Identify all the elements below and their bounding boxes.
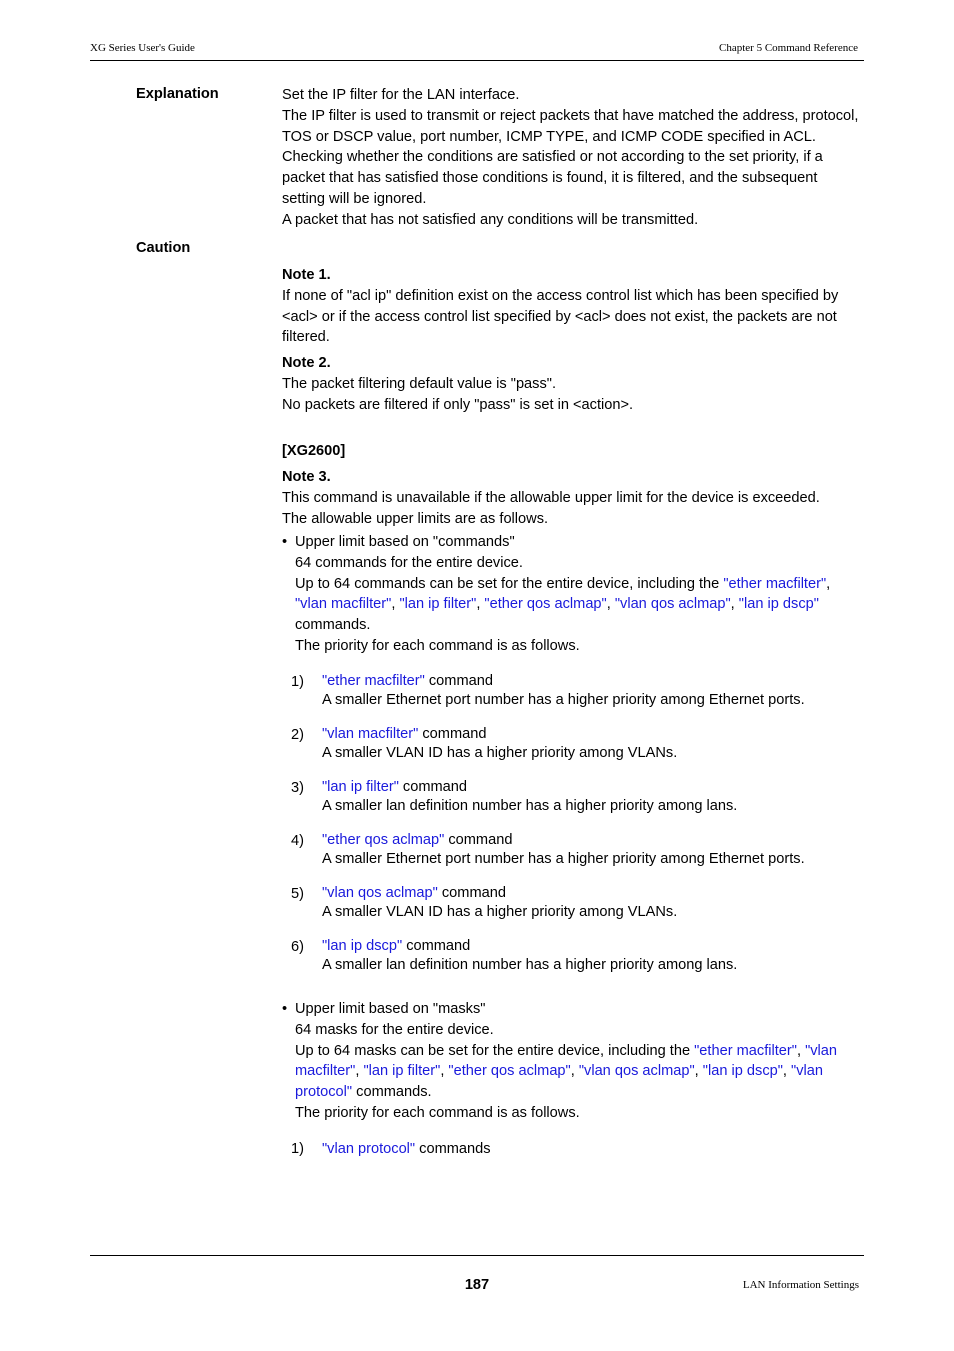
note2-title: Note 2. (282, 355, 331, 371)
note1-line: If none of "acl ip" definition exist on the access control list which has been specified by (282, 287, 839, 304)
separator: , (391, 596, 400, 613)
item-desc: A smaller VLAN ID has a higher priority among VLANs. (322, 745, 678, 761)
link-vlan-qos-aclmap[interactable]: "vlan qos aclmap" (578, 1063, 695, 1080)
link-vlan-macfilter[interactable]: "vlan macfilter" (322, 726, 419, 742)
link-vlan-macfilter[interactable]: macfilter" (295, 1063, 356, 1080)
separator: , (606, 596, 615, 613)
separator: , (782, 1063, 792, 1080)
item-number: 1) (291, 674, 304, 690)
link-vlan-protocol[interactable]: "vlan protocol" (322, 1141, 416, 1157)
item-number: 6) (291, 939, 304, 955)
masks-limit-line: 64 masks for the entire device. (295, 1021, 494, 1038)
commands-limit-line: commands. (295, 617, 371, 634)
text: Up to 64 masks can be set for the entire device, including the (295, 1042, 695, 1059)
note2-line: The packet filtering default value is "pass". (282, 375, 557, 392)
item-number: 3) (291, 780, 304, 796)
link-ether-macfilter[interactable]: "ether macfilter" (694, 1042, 797, 1059)
footer-rule (90, 1255, 864, 1256)
priority-item (322, 1139, 491, 1160)
priority-item (322, 884, 677, 922)
priority-item (322, 831, 805, 869)
link-ether-qos-aclmap[interactable]: "ether qos aclmap" (322, 832, 445, 848)
item-suffix: command (398, 779, 468, 795)
note1-title: Note 1. (282, 267, 331, 283)
link-lan-ip-filter[interactable]: "lan ip filter" (363, 1063, 441, 1080)
item-suffix: commands (415, 1141, 491, 1157)
link-lan-ip-dscp[interactable]: "lan ip dscp" (702, 1063, 783, 1080)
text: , (826, 575, 831, 592)
item-desc: A smaller VLAN ID has a higher priority among VLANs. (322, 904, 678, 920)
note3-line: The allowable upper limits are as follows. (282, 510, 549, 527)
link-ether-macfilter[interactable]: "ether macfilter" (322, 673, 425, 689)
note1 (282, 265, 864, 348)
footer-section-title: LAN Information Settings (742, 1279, 859, 1291)
priority-item (322, 725, 677, 763)
priority-item (322, 778, 737, 816)
explanation-text (282, 85, 864, 231)
masks-limit-line: The priority for each command is as follows. (295, 1104, 580, 1121)
link-lan-ip-filter[interactable]: "lan ip filter" (399, 596, 477, 613)
link-vlan-macfilter[interactable]: "vlan (805, 1042, 838, 1059)
link-vlan-protocol[interactable]: protocol" (295, 1084, 353, 1101)
explanation-label: Explanation (136, 86, 219, 102)
separator: , (355, 1063, 364, 1080)
item-suffix: command (437, 885, 506, 901)
note2-line: No packets are filtered if only "pass" is set in <action>. (282, 396, 634, 413)
commands-limit-line: The priority for each command is as follows. (295, 637, 580, 654)
link-lan-ip-filter[interactable]: "lan ip filter" (322, 779, 399, 795)
separator: , (476, 596, 485, 613)
commands-limit-line (295, 594, 830, 615)
item-desc: A smaller lan definition number has a higher priority among lans. (322, 798, 738, 814)
priority-item (322, 937, 737, 975)
item-suffix: command (424, 673, 493, 689)
item-number: 1) (291, 1141, 304, 1157)
page-number: 187 (464, 1277, 490, 1293)
header-right: Chapter 5 Command Reference (719, 42, 858, 54)
item-suffix: command (418, 726, 487, 742)
text: commands. (352, 1084, 432, 1101)
item-desc: A smaller Ethernet port number has a higher priority among Ethernet ports. (322, 692, 805, 708)
item-number: 2) (291, 727, 304, 743)
bullet-icon: • (282, 534, 288, 550)
separator: , (730, 596, 739, 613)
priority-item (322, 672, 805, 710)
masks-limit-line (295, 1041, 837, 1062)
explanation-line: Set the IP filter for the LAN interface. (282, 87, 520, 103)
link-vlan-macfilter[interactable]: "vlan macfilter" (295, 596, 392, 613)
explanation-line: The IP filter is used to transmit or reject packets that have matched the address, protocol, (282, 107, 859, 124)
caution-label: Caution (136, 240, 191, 256)
note2 (282, 353, 864, 415)
bullet-icon: • (282, 1001, 288, 1017)
masks-limit-title: Upper limit based on "masks" (295, 1001, 486, 1017)
link-lan-ip-dscp[interactable]: "lan ip dscp" (738, 596, 819, 613)
separator: , (440, 1063, 449, 1080)
masks-limit-line (295, 1082, 837, 1103)
commands-limit-line (295, 574, 830, 595)
link-lan-ip-dscp[interactable]: "lan ip dscp" (322, 938, 403, 954)
separator: , (694, 1063, 703, 1080)
explanation-line: setting will be ignored. (282, 190, 427, 207)
separator: , (796, 1042, 806, 1059)
note3 (282, 467, 864, 529)
masks-limit-line (295, 1061, 837, 1082)
item-suffix: command (444, 832, 513, 848)
explanation-line: TOS or DSCP value, port number, ICMP TYPE, and ICMP CODE specified in ACL. (282, 128, 816, 145)
link-ether-qos-aclmap[interactable]: "ether qos aclmap" (484, 596, 607, 613)
model-heading: [XG2600] (282, 443, 346, 459)
commands-limit (295, 532, 830, 657)
item-desc: A smaller lan definition number has a higher priority among lans. (322, 957, 738, 973)
note1-line: <acl> or if the access control list specified by <acl> does not exist, the packets are not (282, 308, 837, 325)
note3-line: This command is unavailable if the allowable upper limit for the device is exceeded. (282, 489, 820, 506)
item-desc: A smaller Ethernet port number has a higher priority among Ethernet ports. (322, 851, 805, 867)
link-vlan-qos-aclmap[interactable]: "vlan qos aclmap" (322, 885, 438, 901)
link-vlan-protocol[interactable]: "vlan (791, 1063, 823, 1080)
note1-line: filtered. (282, 329, 330, 346)
text: Up to 64 commands can be set for the entire device, including the (295, 575, 724, 592)
item-number: 4) (291, 833, 304, 849)
separator: , (570, 1063, 579, 1080)
explanation-line: A packet that has not satisfied any conditions will be transmitted. (282, 211, 699, 228)
commands-limit-title: Upper limit based on "commands" (295, 534, 515, 550)
explanation-line: packet that has satisfied those conditions is found, it is filtered, and the subsequent (282, 170, 818, 187)
explanation-line: Checking whether the conditions are satisfied or not according to the set priority, if a (282, 149, 823, 166)
item-number: 5) (291, 886, 304, 902)
link-vlan-qos-aclmap[interactable]: "vlan qos aclmap" (614, 596, 731, 613)
note3-title: Note 3. (282, 469, 331, 485)
header-left: XG Series User's Guide (90, 42, 195, 54)
link-ether-macfilter[interactable]: "ether macfilter" (723, 575, 827, 592)
header-rule (90, 60, 864, 61)
item-suffix: command (402, 938, 471, 954)
link-ether-qos-aclmap[interactable]: "ether qos aclmap" (448, 1063, 571, 1080)
commands-limit-line: 64 commands for the entire device. (295, 554, 523, 571)
masks-limit (295, 999, 837, 1124)
